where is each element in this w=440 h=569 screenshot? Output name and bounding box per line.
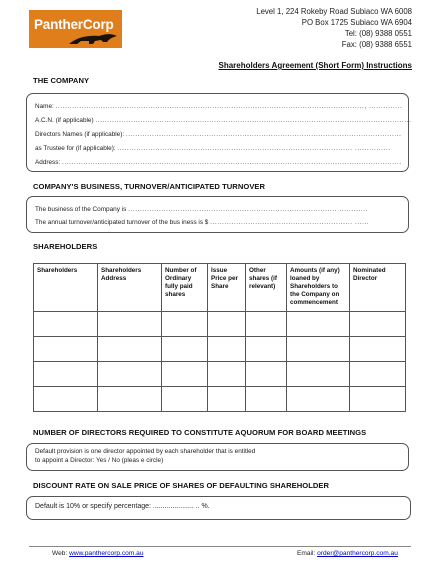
table-cell[interactable] [162,362,208,387]
table-cell[interactable] [208,312,246,337]
field-label: Directors Names (if applicable): [35,131,126,138]
field-dots: ............................................................................................................................................... [62,159,402,166]
table-cell[interactable] [98,362,162,387]
section-heading-shareholders: SHAREHOLDERS [33,242,98,251]
table-cell[interactable] [208,362,246,387]
table-cell[interactable] [208,387,246,412]
field-dots: ................................................................................................... ............... [117,145,391,152]
table-row [34,337,406,362]
table-cell[interactable] [34,362,98,387]
discount-percentage-field[interactable]: Default is 10% or specify percentage: ..................... .. %. [35,503,210,510]
table-cell[interactable] [350,387,406,412]
section-heading-company: THE COMPANY [33,76,90,85]
table-cell[interactable] [287,312,350,337]
field-dots: .................................................................................................................... [125,131,402,138]
field-dots: ..................................................................................................................................... [95,117,412,124]
acn-field[interactable] [35,117,411,124]
section-heading-directors: NUMBER OF DIRECTORS REQUIRED TO CONSTITUTE AQUORUM FOR BOARD MEETINGS [33,428,367,437]
table-cell[interactable] [162,337,208,362]
table-cell[interactable] [34,337,98,362]
column-header: Shareholders [34,264,98,312]
section-heading-discount: DISCOUNT RATE ON SALE PRICE OF SHARES OF DEFAULTING SHAREHOLDER [33,481,330,490]
table-cell[interactable] [246,337,287,362]
document-title: Shareholders Agreement (Short Form) Instructions [218,61,412,70]
table-cell[interactable] [208,337,246,362]
web-label: Web: [52,550,70,557]
directors-choice-line[interactable]: to appoint a Director: Yes / No (pleas e circle) [35,457,164,464]
table-cell[interactable] [287,337,350,362]
field-label: The annual turnover/anticipated turnover of the bus iness is $ [35,219,211,226]
footer-email [297,550,398,557]
business-details-box [26,196,409,233]
company-address [256,6,412,50]
logo-wordmark: PantherCorp [34,17,114,32]
phone-line: Tel: (08) 9388 0551 [344,29,412,38]
address-line: PO Box 1725 Subiaco WA 6904 [301,18,412,27]
field-dots: ............................................................ ...... [210,219,370,226]
discount-box [26,496,411,520]
trustee-field[interactable] [35,145,391,152]
section-heading-business: COMPANY'S BUSINESS, TURNOVER/ANTICIPATED TURNOVER [33,182,266,191]
field-label: Name: [35,103,56,110]
table-cell[interactable] [246,387,287,412]
company-details-box [26,93,412,172]
fax-line: Fax: (08) 9388 6551 [341,40,412,49]
table-header-row [34,264,406,312]
table-cell[interactable] [350,337,406,362]
field-label: Address: [35,159,62,166]
field-label: as Trustee for (if applicable): [35,145,118,152]
table-cell[interactable] [162,312,208,337]
table-cell[interactable] [34,387,98,412]
column-header: Issue Price per Share [208,264,246,312]
table-cell[interactable] [34,312,98,337]
email-link[interactable]: order@panthercorp.com.au [317,550,398,557]
table-cell[interactable] [98,387,162,412]
footer-divider [29,546,411,547]
directors-text-line: Default provision is one director appointed by each shareholder that is entitled [35,448,256,455]
table-cell[interactable] [350,362,406,387]
field-label: A.C.N. (if applicable) [35,117,96,124]
name-field[interactable] [35,103,402,110]
column-header: Shareholders Address [98,264,162,312]
table-cell[interactable] [287,387,350,412]
table-cell[interactable] [246,362,287,387]
field-dots: .................................................................................................................................., .............. [55,103,403,110]
company-logo [29,10,122,48]
table-cell[interactable] [350,312,406,337]
column-header: Other shares (if relevant) [246,264,287,312]
directors-names-field[interactable] [35,131,401,138]
address-line: Level 1, 224 Rokeby Road Subiaco WA 6008 [256,7,412,16]
business-description-field[interactable] [35,206,368,213]
email-label: Email: [297,550,318,557]
column-header: Amounts (if any) loaned by Shareholders to the Company on commencement [287,264,350,312]
field-label: The business of the Company is [35,206,129,213]
website-link[interactable]: www.panthercorp.com.au [69,550,144,557]
table-cell[interactable] [287,362,350,387]
table-row [34,362,406,387]
table-cell[interactable] [98,337,162,362]
address-field[interactable] [35,159,402,166]
table-cell[interactable] [98,312,162,337]
field-dots: ........................................................................................ ............ [128,206,369,213]
table-cell[interactable] [246,312,287,337]
directors-quorum-box [26,443,409,471]
column-header: Number of Ordinary fully paid shares [162,264,208,312]
column-header: Nominated Director [350,264,406,312]
table-cell[interactable] [162,387,208,412]
table-row [34,312,406,337]
table-row [34,387,406,412]
turnover-field[interactable] [35,219,369,226]
footer-web [52,550,144,557]
shareholders-table [33,263,406,412]
